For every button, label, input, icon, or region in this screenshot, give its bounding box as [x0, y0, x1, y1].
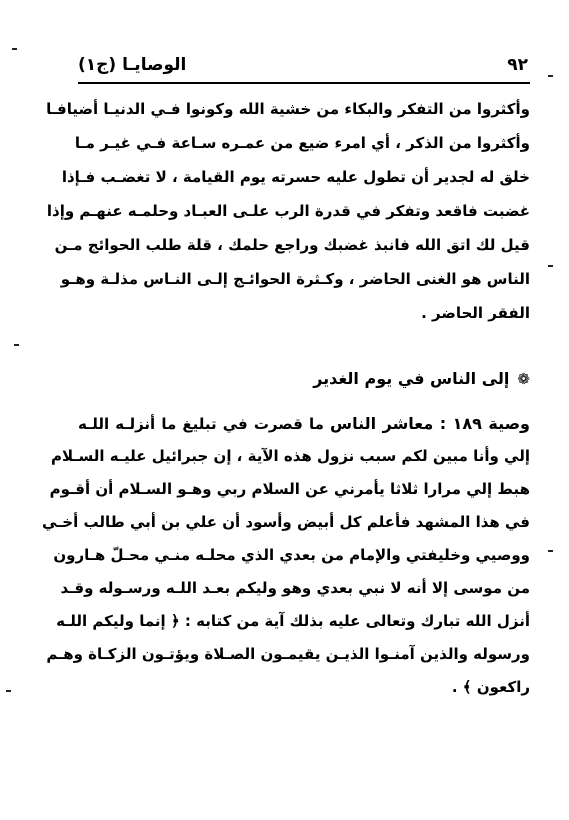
- text-line: إلي وأنا مبين لكم سبب نزول هذه الآية ، إن جبرائيل عليـه السـلام: [51, 447, 530, 465]
- text-line: الناس هو الغنى الحاضر ، وكـثرة الحوائـج إلـى النـاس مذلـة وهـو: [60, 270, 530, 288]
- running-title: الوصايـا (ج١): [78, 55, 187, 75]
- margin-mark: [548, 550, 553, 552]
- margin-mark: [6, 690, 11, 692]
- page-number: ٩٢: [507, 55, 528, 75]
- text-line: من موسى إلا أنه لا نبي بعدي وهو وليكم بعـد اللـه ورسـوله وقـد: [60, 579, 530, 597]
- text-line: ووصيي وخليفتي والإمام من بعدي الذي محلـه منـي محـلّ هـارون: [53, 546, 530, 564]
- text-segment: ما قصرت في تبليغ ما أنزلـه اللـه: [78, 415, 331, 433]
- header-rule: [78, 82, 530, 84]
- text-line: غضبت فاقعد وتفكر في قدرة الرب علـى العبـاد وحلمـه عنهـم وإذا: [46, 202, 530, 220]
- text-line: الفقر الحاضر .: [421, 304, 530, 322]
- text-line: خلق له لجدير أن تطول عليه حسرته يوم القيامة ، لا تغضـب فـإذا: [61, 168, 530, 186]
- text-line: وأكثروا من الذكر ، أي امرء ضيع من عمـره سـاعة فـي غيـر مـا: [74, 134, 530, 152]
- margin-mark: [14, 344, 19, 346]
- text-line: قيل لك اتق الله فانبذ غضبك وراجع حلمك ، قلة طلب الحوائج مـن: [54, 236, 530, 254]
- text-line: أنزل الله تبارك وتعالى عليه بذلك آية من كتابه : ﴿ إنما وليكم اللـه: [56, 612, 530, 630]
- section-heading: [78, 369, 530, 388]
- text-line: في هذا المشهد فأعلم كل أبيض وأسود أن علي بن أبي طالب أخـي: [41, 513, 530, 531]
- text-line: هبط إلي مرارا ثلاثا يأمرني عن السلام ربي وهـو السـلام أن أقـوم: [49, 480, 530, 498]
- text-line: ورسوله والذين آمنـوا الذيـن يقيمـون الصـلاة ويؤتـون الزكـاة وهـم: [46, 645, 530, 663]
- margin-mark: [12, 48, 17, 50]
- text-line: وأكثروا من التفكر والبكاء من خشية الله وكونوا فـي الدنيـا أضيافـا: [46, 100, 530, 118]
- text-line: [78, 414, 530, 433]
- text-line: راكعون ﴾ .: [451, 678, 530, 696]
- margin-mark: [548, 265, 553, 267]
- flower-icon: ❁: [517, 370, 530, 388]
- page-header: [78, 55, 528, 81]
- will-label: وصية ١٨٩ : معاشر الناس: [330, 414, 531, 433]
- section-heading-text: إلى الناس في يوم الغدير: [313, 369, 510, 388]
- margin-mark: [548, 75, 553, 77]
